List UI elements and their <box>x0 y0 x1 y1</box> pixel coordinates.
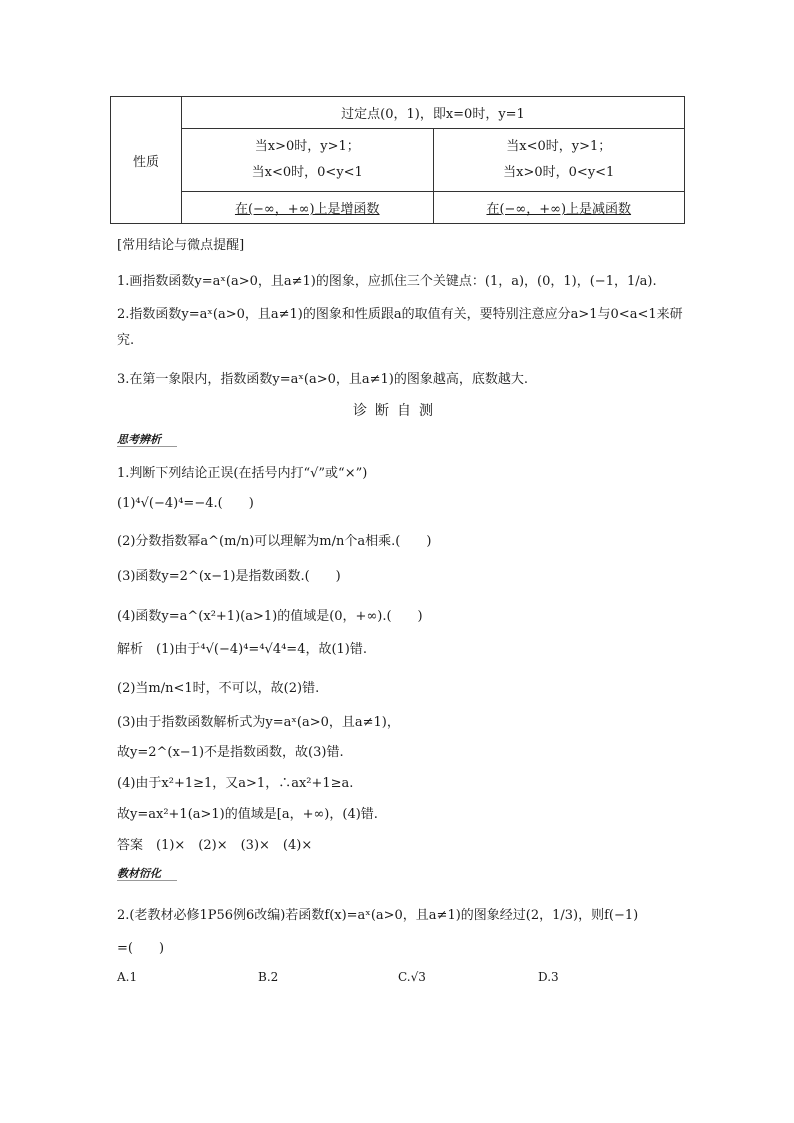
q1-solution-1: 解析 (1)由于⁴√(−4)⁴=⁴√4⁴=4，故(1)错. <box>117 642 368 657</box>
q1-solution-4: 故y=2^(x−1)不是指数函数，故(3)错. <box>117 745 344 760</box>
tag-underline-2 <box>117 880 177 881</box>
q1-statement-2: (2)分数指数幂a^(m/n)可以理解为m/n个a相乘.( ) <box>117 534 432 549</box>
increasing-case-b: 当x<0时，0<y<1 <box>251 165 363 180</box>
option-c: C.√3 <box>398 970 426 984</box>
q1-solution-5: (4)由于x²+1≥1，又a>1，∴ax²+1≥a. <box>117 776 354 791</box>
fixed-point-text: 过定点(0，1)，即x=0时，y=1 <box>341 107 525 122</box>
tag-thinking: 思考辨析 <box>117 433 161 446</box>
increasing-case-a: 当x>0时，y>1； <box>254 139 360 154</box>
notes-item-3: 3.在第一象限内，指数函数y=aˣ(a>0，且a≠1)的图象越高，底数越大. <box>117 372 529 387</box>
option-d: D.3 <box>538 970 559 984</box>
increasing-text: 在(−∞，+∞)上是增函数 <box>234 202 380 217</box>
increasing-cell <box>182 192 434 224</box>
table-label: 性质 <box>132 154 159 170</box>
q1-stem: 1.判断下列结论正误(在括号内打“√”或“×”) <box>117 466 368 481</box>
option-b: B.2 <box>258 970 279 984</box>
notes-item-1 <box>117 270 657 289</box>
q1-solution-2: (2)当m/n<1时，不可以，故(2)错. <box>117 681 320 696</box>
decreasing-text: 在(−∞，+∞)上是减函数 <box>486 202 632 217</box>
q1-statement-3: (3)函数y=2^(x−1)是指数函数.( ) <box>117 569 341 584</box>
decreasing-cell <box>433 192 685 224</box>
q1-solution-6: 故y=ax²+1(a>1)的值域是[a，+∞)，(4)错. <box>117 807 378 822</box>
q1-statement-1: (1)⁴√(−4)⁴=−4.( ) <box>117 496 254 511</box>
q2-stem: 2.(老教材必修1P56例6改编)若函数f(x)=aˣ(a>0，且a≠1)的图象经过(2，1/3)，则f(−1) <box>117 908 639 923</box>
q1-statement-4: (4)函数y=a^(x²+1)(a>1)的值域是(0，+∞).( ) <box>117 609 423 624</box>
notes-item-1-text: 1.画指数函数y=aˣ(a>0，且a≠1)的图象，应抓住三个关键点：(1，a)，(0，1)， <box>117 274 590 289</box>
properties-table <box>110 96 685 224</box>
q1-answer: 答案 (1)× (2)× (3)× (4)× <box>117 838 313 853</box>
decreasing-case-a: 当x<0时，y>1； <box>506 139 612 154</box>
notes-item-2: 2.指数函数y=aˣ(a>0，且a≠1)的图象和性质跟a的取值有关，要特别注意应分a>1与0<a<1来研究. <box>117 307 683 348</box>
notes-item-1-point: (−1，1/a). <box>589 274 657 289</box>
increasing-case-cell <box>182 129 434 192</box>
q2-stem-end: =( ) <box>117 941 165 956</box>
option-a: A.1 <box>117 970 138 984</box>
q1-solution-3: (3)由于指数函数解析式为y=aˣ(a>0，且a≠1)， <box>117 715 400 730</box>
decreasing-case-cell <box>433 129 685 192</box>
notes-title: [常用结论与微点提醒] <box>117 238 245 253</box>
table-label-cell <box>111 97 182 224</box>
tag-underline <box>117 446 177 447</box>
tag-textbook: 教材衍化 <box>117 867 161 880</box>
section-title: 诊断自测 <box>353 403 441 419</box>
decreasing-case-b: 当x>0时，0<y<1 <box>503 165 615 180</box>
fixed-point-cell <box>182 97 685 129</box>
